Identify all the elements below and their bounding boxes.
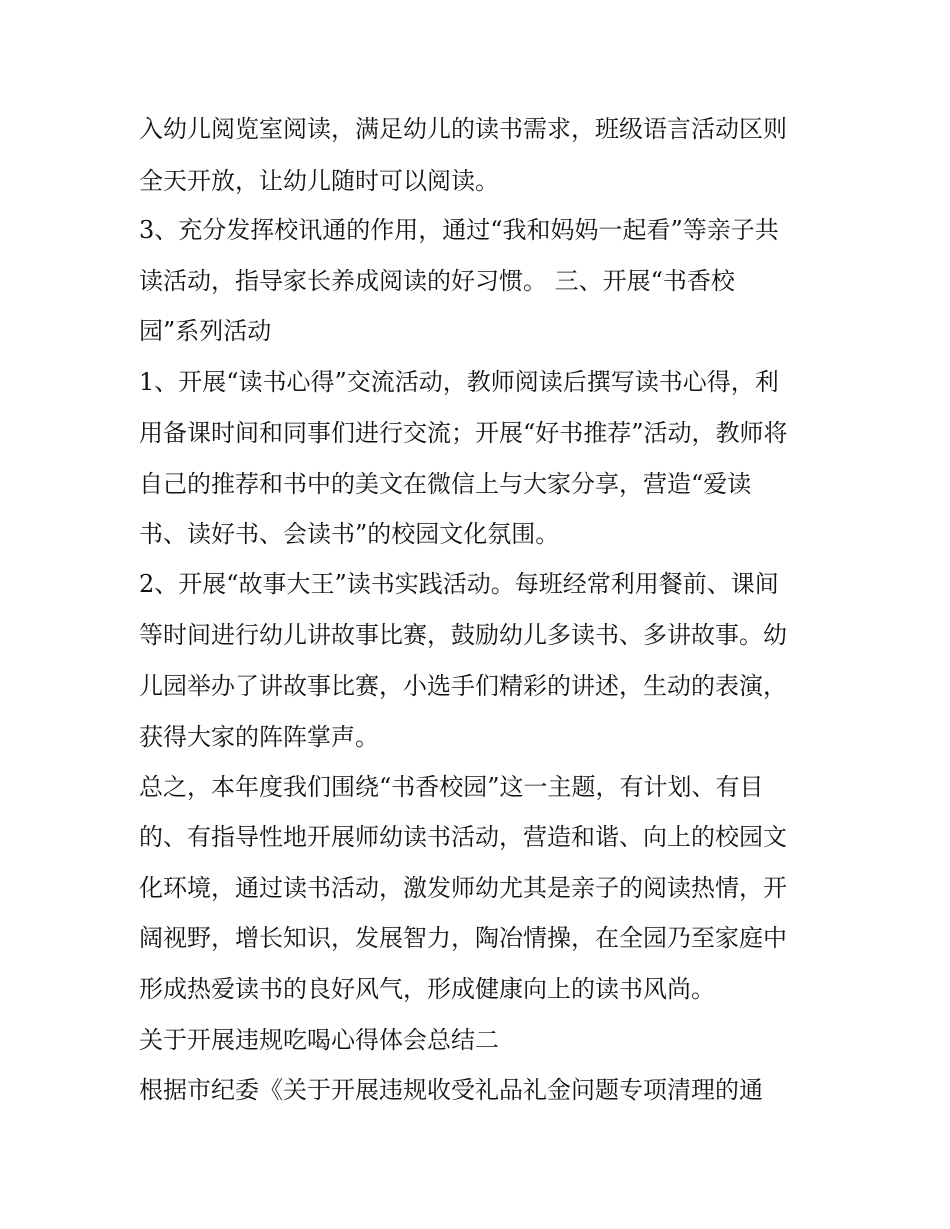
text-line: 阔视野，增长知识，发展智力，陶冶情操，在全园乃至家庭中 [139, 924, 787, 952]
text-line: 读活动，指导家长养成阅读的好习惯。 三、开展“书香校 [139, 267, 735, 295]
text-line: 的、有指导性地开展师幼读书活动，营造和谐、向上的校园文 [139, 823, 787, 851]
section-heading: 关于开展违规吃喝心得体会总结二 [139, 1026, 499, 1054]
text-line: 总之，本年度我们围绕“书香校园”这一主题，有计划、有目 [139, 773, 764, 801]
text-line: 全天开放，让幼儿随时可以阅读。 [139, 167, 499, 195]
text-line: 形成热爱读书的良好风气，形成健康向上的读书风尚。 [139, 975, 715, 1003]
text-line: 用备课时间和同事们进行交流；开展“好书推荐”活动，教师将 [139, 419, 788, 447]
text-line: 园”系列活动 [139, 317, 272, 345]
text-line: 获得大家的阵阵掌声。 [139, 723, 379, 751]
text-line: 自己的推荐和书中的美文在微信上与大家分享，营造“爱读 [139, 470, 752, 498]
text-line: 3、充分发挥校讯通的作用，通过“我和妈妈一起看”等亲子共 [139, 216, 779, 244]
text-line: 书、读好书、会读书”的校园文化氛围。 [139, 520, 560, 548]
text-line: 1、开展“读书心得”交流活动，教师阅读后撰写读书心得，利 [139, 368, 779, 396]
text-line: 等时间进行幼儿讲故事比赛，鼓励幼儿多读书、多讲故事。幼 [139, 621, 787, 649]
text-line: 儿园举办了讲故事比赛，小选手们精彩的讲述，生动的表演， [139, 672, 787, 700]
text-line: 根据市纪委《关于开展违规收受礼品礼金问题专项清理的通 [139, 1076, 763, 1104]
text-line: 化环境，通过读书活动，激发师幼尤其是亲子的阅读热情，开 [139, 874, 787, 902]
text-line: 2、开展“故事大王”读书实践活动。每班经常利用餐前、课间 [139, 570, 779, 598]
text-line: 入幼儿阅览室阅读，满足幼儿的读书需求，班级语言活动区则 [139, 115, 787, 143]
